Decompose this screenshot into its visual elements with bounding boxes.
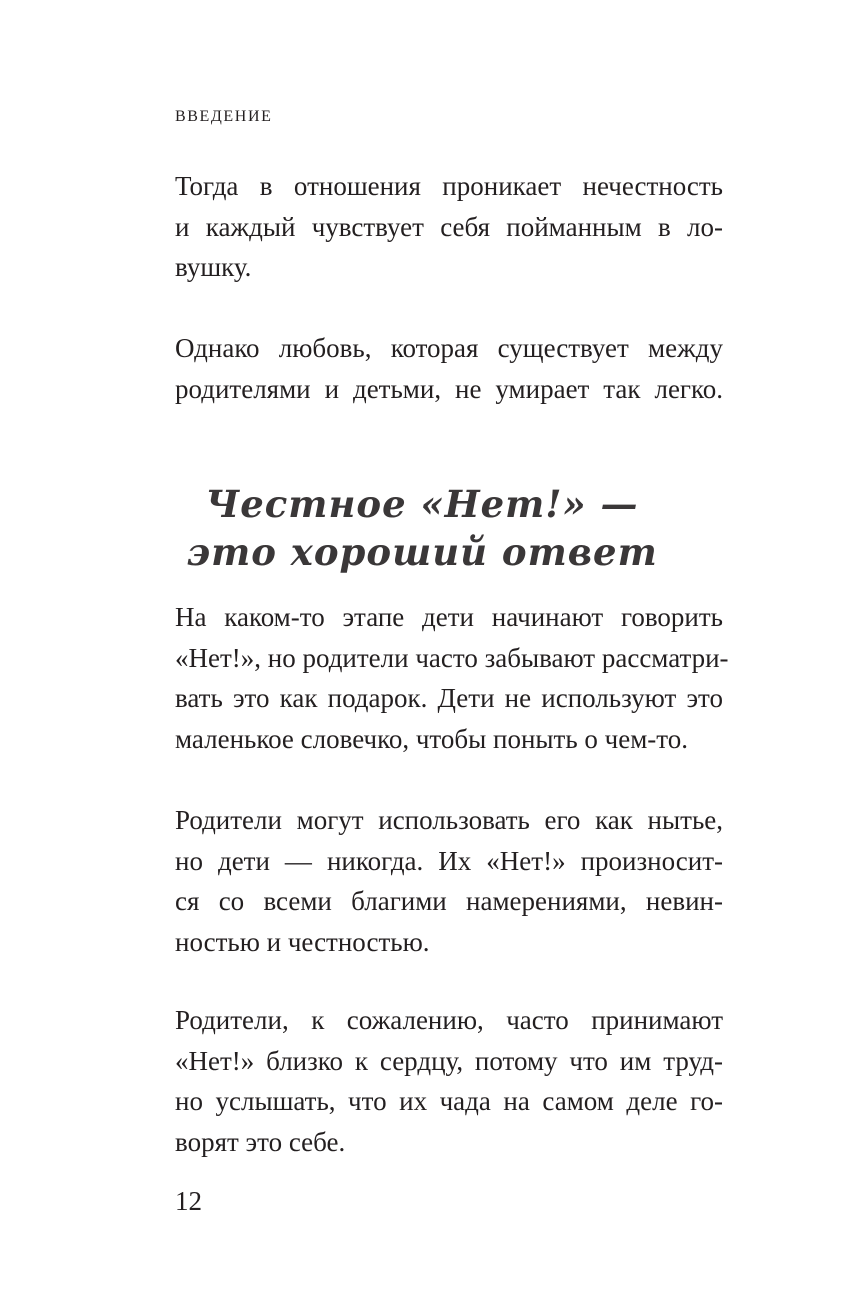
text-line: ностью и честностью. bbox=[175, 926, 430, 957]
text-line: ворят это себе. bbox=[175, 1126, 346, 1157]
text-line: Родители могут использовать его как нытье, bbox=[175, 805, 723, 835]
paragraph-5 bbox=[175, 1000, 723, 1162]
paragraph-1 bbox=[175, 166, 723, 288]
text-line: вушку. bbox=[175, 252, 252, 282]
running-head: ВВЕДЕНИЕ bbox=[175, 108, 273, 125]
text-line: и каждый чувствует себя пойманным в ло- bbox=[175, 211, 723, 242]
paragraph-3 bbox=[175, 597, 729, 759]
text-line: ся со всеми благими намерениями, невин- bbox=[175, 886, 723, 916]
heading-line: это хороший ответ bbox=[186, 530, 658, 574]
text-line: Однако любовь, которая существует между bbox=[175, 333, 723, 363]
text-line: вать это как подарок. Дети не используют это bbox=[175, 683, 723, 713]
page-number: 12 bbox=[175, 1186, 202, 1216]
text-line: «Нет!» близко к сердцу, потому что им труд- bbox=[175, 1045, 723, 1076]
paragraph-4 bbox=[175, 800, 723, 962]
heading-line: Честное «Нет!» — bbox=[205, 482, 639, 526]
section-heading bbox=[0, 480, 844, 576]
text-line: но услышать, что их чада на самом деле го- bbox=[175, 1086, 723, 1116]
text-line: маленькое словечко, чтобы поныть о чем-то. bbox=[175, 723, 688, 754]
text-line: родителями и детьми, не умирает так легко. bbox=[175, 373, 723, 404]
text-line: На каком-то этапе дети начинают говорить bbox=[175, 602, 723, 632]
text-line: Тогда в отношения проникает нечестность bbox=[175, 171, 723, 201]
text-line: но дети — никогда. Их «Нет!» произносит- bbox=[175, 845, 723, 876]
text-line: «Нет!», но родители часто забывают рассматри- bbox=[175, 642, 729, 673]
text-line: Родители, к сожалению, часто принимают bbox=[175, 1005, 723, 1035]
paragraph-2 bbox=[175, 328, 723, 409]
